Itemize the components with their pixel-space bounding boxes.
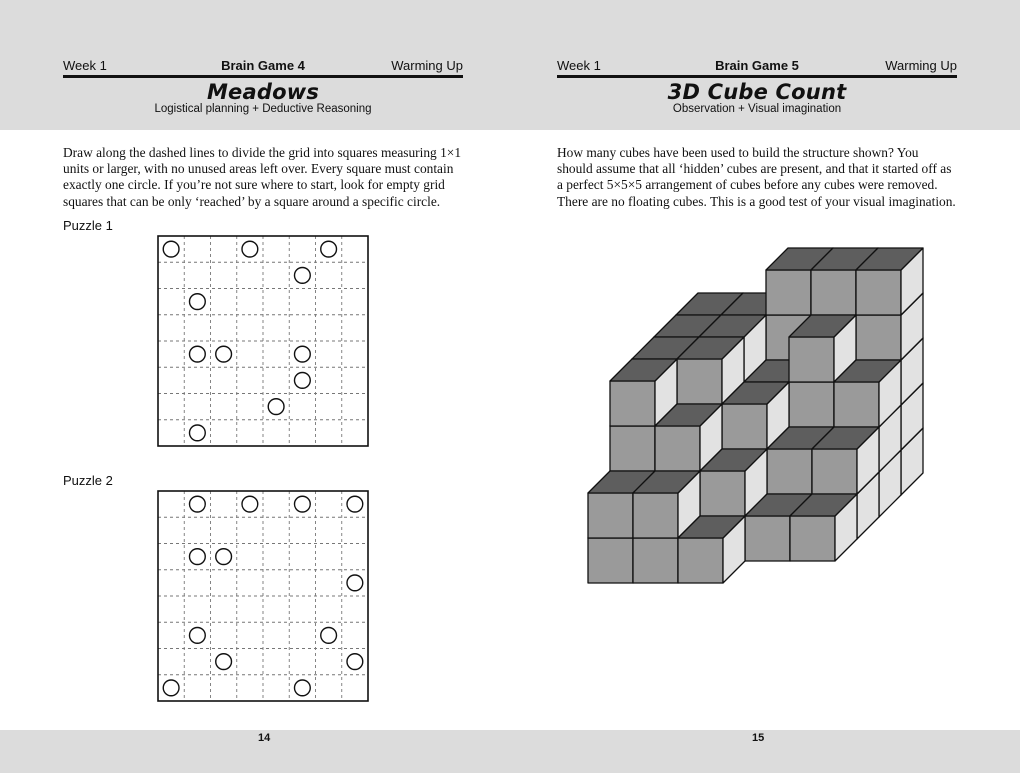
left-page-number: 14 xyxy=(258,732,271,744)
left-week-label: Week 1 xyxy=(63,58,107,73)
cube-face xyxy=(745,516,790,561)
cube-face xyxy=(790,516,835,561)
right-page-number: 15 xyxy=(752,732,765,744)
cube-face xyxy=(789,382,834,427)
puzzle-1-label: Puzzle 1 xyxy=(63,218,113,233)
right-page-subtitle: Observation + Visual imagination xyxy=(672,103,842,115)
cube-face xyxy=(588,493,633,538)
cube-face xyxy=(633,538,678,583)
cube-face xyxy=(633,493,678,538)
right-page-title: 3D Cube Count xyxy=(667,80,847,104)
right-game-label: Brain Game 5 xyxy=(715,58,799,73)
cube-face xyxy=(588,538,633,583)
cube-face xyxy=(834,382,879,427)
cube-face xyxy=(677,359,722,404)
cube-face xyxy=(856,315,901,360)
right-section-label: Warming Up xyxy=(885,58,957,73)
cube-face xyxy=(655,426,700,471)
cube-face xyxy=(767,449,812,494)
left-page-title: Meadows xyxy=(206,80,320,104)
cube-face xyxy=(766,270,811,315)
right-instructions: How many cubes have been used to build the structure shown? You should assume that all ‘hidden’ cubes are present, and that it started off as a perfect 5×5×5 arrangement of cubes before any cubes were removed. There are no floating cubes. This is a good test of your visual imagination. xyxy=(557,145,956,209)
cube-face xyxy=(811,270,856,315)
left-section-label: Warming Up xyxy=(391,58,463,73)
cube-face xyxy=(722,404,767,449)
cube-face xyxy=(700,471,745,516)
cube-face xyxy=(789,337,834,382)
left-game-label: Brain Game 4 xyxy=(221,58,305,73)
cube-face xyxy=(812,449,857,494)
left-instructions: Draw along the dashed lines to divide the grid into squares measuring 1×1 units or larger, with no unused areas left over. Every square must contain exactly one circle. If you’re not sure where to start, look for empty grid squares that can be only ‘reached’ by a square around a specific circle. xyxy=(63,145,462,209)
cube-face xyxy=(678,538,723,583)
cube-face xyxy=(610,426,655,471)
left-page-subtitle: Logistical planning + Deductive Reasoning xyxy=(154,103,372,115)
puzzle-2-label: Puzzle 2 xyxy=(63,473,113,488)
cube-face xyxy=(610,381,655,426)
right-week-label: Week 1 xyxy=(557,58,601,73)
cube-face xyxy=(856,270,901,315)
